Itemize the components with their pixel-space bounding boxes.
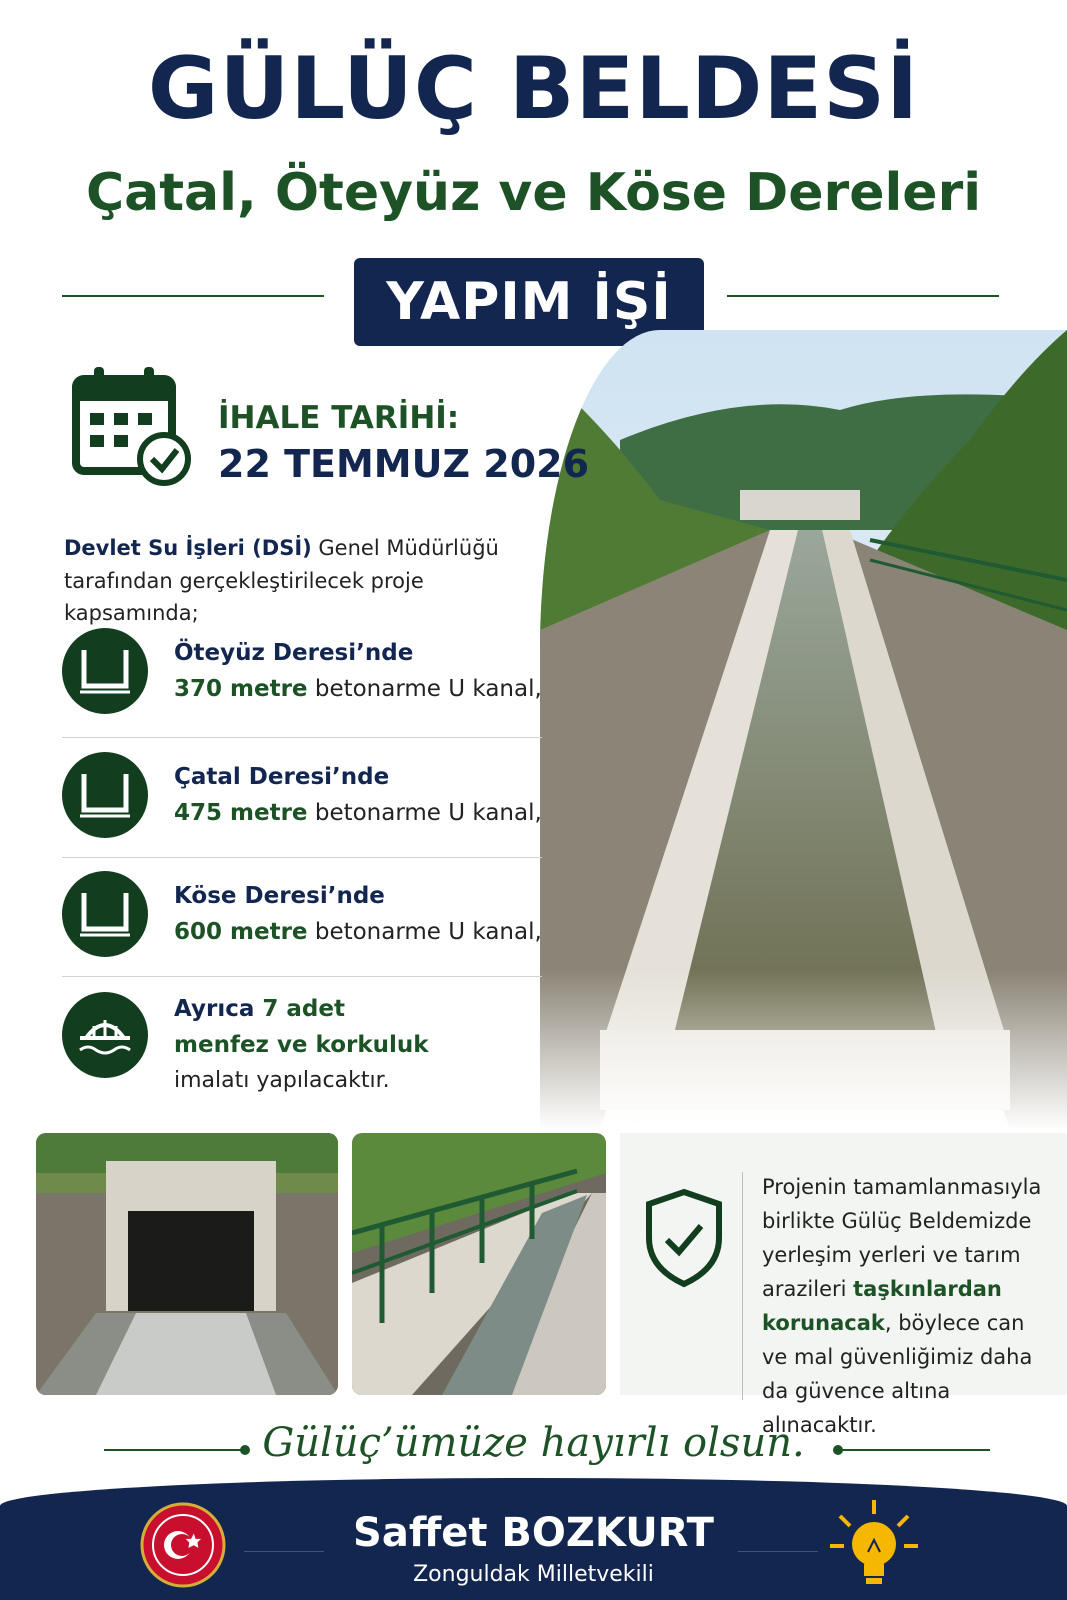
culvert-photo	[36, 1133, 338, 1395]
item-divider	[62, 857, 542, 858]
info-line: Projenin tamamlanmasıyla	[762, 1175, 1042, 1199]
page-title: GÜLÜÇ BELDESİ	[147, 39, 920, 139]
page-subtitle: Çatal, Öteyüz ve Köse Dereleri	[85, 163, 982, 223]
item-detail	[174, 800, 542, 826]
u-channel-icon	[62, 871, 148, 957]
railing-canal-photo	[352, 1133, 606, 1395]
divider-left	[62, 295, 324, 297]
politician-name: Saffet BOZKURT	[353, 1510, 714, 1556]
item-amount: 600 metre	[174, 919, 308, 945]
info-text	[762, 1170, 1062, 1442]
tender-date: 22 TEMMUZ 2026	[218, 442, 590, 486]
info-line: , böylece can	[884, 1311, 1025, 1336]
intro-text	[64, 532, 564, 630]
project-type-badge: YAPIM İŞİ	[354, 258, 704, 346]
bridge-icon	[62, 992, 148, 1078]
tender-label: İHALE TARİHİ:	[218, 400, 460, 436]
item-amount: 370 metre	[174, 676, 308, 702]
intro-rest: Genel Müdürlüğü	[311, 536, 499, 560]
extra-count: 7 adet	[262, 996, 345, 1022]
list-item	[62, 628, 542, 718]
info-line: birlikte Gülüç Beldemizde	[762, 1209, 1032, 1234]
item-detail	[174, 919, 542, 945]
item-title: Köse Deresi’nde	[174, 883, 385, 909]
item-desc: betonarme U kanal,	[307, 919, 542, 945]
list-item	[62, 992, 542, 1102]
lightbulb-logo-icon	[826, 1496, 922, 1592]
shield-check-icon	[643, 1188, 725, 1288]
info-highlight: taşkınlardan	[853, 1277, 1002, 1302]
canal-hero-photo	[540, 330, 1067, 1130]
info-line: arazileri	[762, 1277, 854, 1302]
item-desc: betonarme U kanal,	[307, 800, 542, 826]
item-title: Çatal Deresi’nde	[174, 764, 390, 790]
extra-line3: imalatı yapılacaktır.	[174, 1068, 390, 1093]
u-channel-icon	[62, 752, 148, 838]
info-highlight: korunacak	[762, 1311, 885, 1336]
slogan: Gülüç’ümüze hayırlı olsun.	[262, 1420, 805, 1466]
item-amount: 475 metre	[174, 800, 308, 826]
extra-line2: menfez ve korkuluk	[174, 1032, 429, 1058]
extra-line1	[174, 996, 345, 1022]
info-line: yerleşim yerleri ve tarım	[762, 1243, 1021, 1268]
item-divider	[62, 976, 542, 977]
info-divider	[742, 1172, 743, 1400]
item-detail	[174, 676, 542, 702]
intro-line2: tarafından gerçekleştirilecek proje kapsamında;	[64, 568, 424, 626]
u-channel-icon	[62, 628, 148, 714]
list-item	[62, 752, 542, 842]
politician-role: Zonguldak Milletvekili	[413, 1562, 654, 1587]
list-item	[62, 871, 542, 961]
info-line: ve mal güvenliğimiz daha	[762, 1345, 1033, 1370]
item-desc: betonarme U kanal,	[307, 676, 542, 702]
calendar-check-icon	[72, 365, 194, 487]
slogan-line-right	[840, 1449, 990, 1451]
info-line: da güvence altına alınacaktır.	[762, 1379, 951, 1438]
extra-pre: Ayrıca	[174, 996, 263, 1022]
item-divider	[62, 737, 542, 738]
item-title: Öteyüz Deresi’nde	[174, 640, 414, 666]
intro-org: Devlet Su İşleri (DSİ)	[64, 536, 312, 560]
divider-right	[727, 295, 999, 297]
